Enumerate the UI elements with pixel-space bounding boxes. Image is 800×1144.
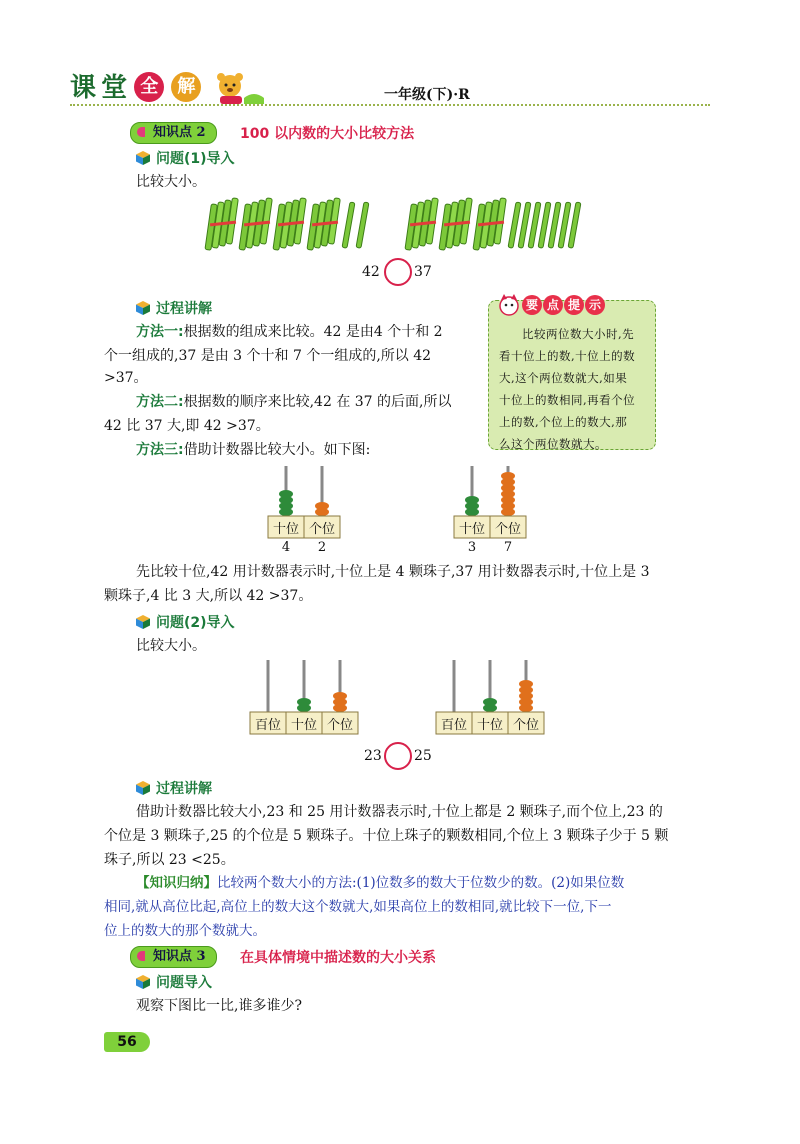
p2-line2: 个位是 3 颗珠子,25 的个位是 5 颗珠子。十位上珠子的颗数相同,个位上 3 颗珠子少于 5 颗 bbox=[104, 828, 669, 844]
bundle bbox=[307, 198, 340, 250]
kp3-heading bbox=[136, 972, 212, 992]
cube-icon bbox=[136, 301, 150, 315]
q2-heading bbox=[136, 612, 235, 632]
cube-icon bbox=[136, 781, 150, 795]
method3-text: 借助计数器比较大小。如下图: bbox=[183, 442, 371, 458]
bead bbox=[333, 692, 347, 700]
grade-label: 一年级(下)·R bbox=[384, 87, 470, 103]
method1-text: 根据数的组成来比较。42 是由4 个十和 2 bbox=[183, 324, 443, 340]
summary-text: 比较两个数大小的方法:(1)位数多的数大于位数少的数。(2)如果位数 bbox=[217, 875, 625, 891]
kp3-title: 在具体情境中描述数的大小关系 bbox=[240, 950, 436, 966]
tip-box bbox=[488, 300, 656, 450]
kp3-tag: 知识点 3 bbox=[130, 946, 217, 968]
abacus-value: 4 bbox=[281, 540, 291, 555]
cube-icon bbox=[136, 615, 150, 629]
bead bbox=[519, 680, 533, 688]
abacus-label: 十位 bbox=[458, 522, 485, 537]
bear-icon bbox=[210, 72, 266, 104]
method3-line1 bbox=[136, 440, 370, 460]
compare2-right: 25 bbox=[414, 748, 432, 764]
compare1-right: 37 bbox=[414, 264, 432, 280]
explain-line2: 颗珠子,4 比 3 大,所以 42 >37。 bbox=[104, 588, 313, 604]
q1-heading bbox=[136, 148, 235, 168]
method3-label: 方法三: bbox=[136, 442, 184, 458]
abacus-value: 2 bbox=[317, 540, 327, 555]
summary-line2: 相同,就从高位比起,高位上的数大这个数就大,如果高位上的数相同,就比较下一位,下一 bbox=[104, 899, 612, 915]
compare1-circle[interactable] bbox=[384, 258, 412, 286]
compare2-left: 23 bbox=[364, 748, 382, 764]
bundle bbox=[205, 198, 238, 250]
p2-line1: 借助计数器比较大小,23 和 25 用计数器表示时,十位上都是 2 颗珠子,而个位上,23 的 bbox=[136, 804, 663, 820]
abacus-value: 7 bbox=[503, 540, 513, 555]
abacus-label: 百位 bbox=[440, 718, 467, 733]
p2-line3: 珠子,所以 23 <25。 bbox=[104, 852, 235, 868]
abacus-label: 十位 bbox=[272, 522, 299, 537]
abacus-label: 个位 bbox=[494, 522, 521, 537]
q2-heading-text: 问题(2)导入 bbox=[156, 615, 235, 631]
tip-line: 么这个两位数就大。 bbox=[499, 437, 607, 451]
tip-line: 十位上的数相同,再看个位 bbox=[499, 393, 636, 407]
process-heading bbox=[136, 298, 212, 318]
tip-text bbox=[489, 301, 655, 455]
tip-title-char: 提 bbox=[564, 295, 584, 315]
method2-line2: 42 比 37 大,即 42 >37。 bbox=[104, 418, 270, 434]
tip-title-char: 示 bbox=[585, 295, 605, 315]
method1-line2: 个一组成的,37 是由 3 个十和 7 个一组成的,所以 42 bbox=[104, 348, 432, 364]
summary-line1 bbox=[136, 870, 696, 896]
tip-line: 比较两位数大小时,先 bbox=[522, 327, 635, 341]
process2-heading-text: 过程讲解 bbox=[156, 781, 212, 797]
bead bbox=[483, 698, 497, 706]
abacus-label: 个位 bbox=[326, 718, 353, 733]
stick bbox=[356, 202, 369, 248]
process-heading-text: 过程讲解 bbox=[156, 301, 212, 317]
cat-icon bbox=[498, 294, 520, 316]
summary-tag: 【知识归纳】 bbox=[136, 875, 217, 891]
brand-logo bbox=[70, 72, 270, 106]
summary-line3: 位上的数大的那个数就大。 bbox=[104, 923, 266, 939]
tip-line: 上的数,个位上的数大,那 bbox=[499, 415, 628, 429]
bundle bbox=[239, 198, 272, 250]
process2-heading bbox=[136, 778, 212, 798]
kp2-tag: 知识点 2 bbox=[130, 122, 217, 144]
abacus-label: 十位 bbox=[290, 718, 317, 733]
brand-bubble: 解 bbox=[171, 72, 201, 102]
bundle bbox=[439, 198, 472, 250]
q1-prompt: 比较大小。 bbox=[136, 174, 206, 190]
bundle bbox=[405, 198, 438, 250]
tip-title bbox=[498, 294, 606, 316]
q1-heading-text: 问题(1)导入 bbox=[156, 151, 235, 167]
method1-label: 方法一: bbox=[136, 324, 184, 340]
bead bbox=[315, 502, 329, 510]
abacus-label: 百位 bbox=[254, 718, 281, 733]
method2-text: 根据数的顺序来比较,42 在 37 的后面,所以 bbox=[183, 394, 452, 410]
tip-title-char: 点 bbox=[543, 295, 563, 315]
bead bbox=[465, 496, 479, 504]
abacus-label: 十位 bbox=[476, 718, 503, 733]
cube-icon bbox=[136, 151, 150, 165]
bead bbox=[501, 472, 515, 480]
method2-label: 方法二: bbox=[136, 394, 184, 410]
stick bbox=[342, 202, 355, 248]
explain-line1: 先比较十位,42 用计数器表示时,十位上是 4 颗珠子,37 用计数器表示时,十位上是 3 bbox=[136, 564, 650, 580]
abacus-label: 个位 bbox=[308, 522, 335, 537]
compare1-left: 42 bbox=[362, 264, 380, 280]
sticks-illustration bbox=[200, 196, 590, 252]
page-number: 56 bbox=[104, 1032, 150, 1052]
kp2-title: 100 以内数的大小比较方法 bbox=[240, 126, 415, 142]
bundle bbox=[273, 198, 306, 250]
brand-char: 课 bbox=[70, 73, 97, 103]
kp3-heading-text: 问题导入 bbox=[156, 975, 212, 991]
q2-prompt: 比较大小。 bbox=[136, 638, 206, 654]
bead bbox=[297, 698, 311, 706]
method2-line1 bbox=[136, 392, 476, 412]
tip-title-char: 要 bbox=[522, 295, 542, 315]
method1-line1 bbox=[136, 322, 476, 342]
brand-char: 堂 bbox=[101, 73, 128, 103]
abacus-value: 3 bbox=[467, 540, 477, 555]
bundle bbox=[473, 198, 506, 250]
tip-line: 看十位上的数,十位上的数 bbox=[499, 349, 636, 363]
abacus-label: 个位 bbox=[512, 718, 539, 733]
cube-icon bbox=[136, 975, 150, 989]
method1-line3: >37。 bbox=[104, 370, 148, 386]
kp3-prompt: 观察下图比一比,谁多谁少? bbox=[136, 998, 302, 1014]
tip-line: 大,这个两位数就大,如果 bbox=[499, 371, 628, 385]
brand-bubble: 全 bbox=[134, 72, 164, 102]
header-divider bbox=[70, 104, 710, 106]
bead bbox=[279, 490, 293, 498]
compare2-circle[interactable] bbox=[384, 742, 412, 770]
